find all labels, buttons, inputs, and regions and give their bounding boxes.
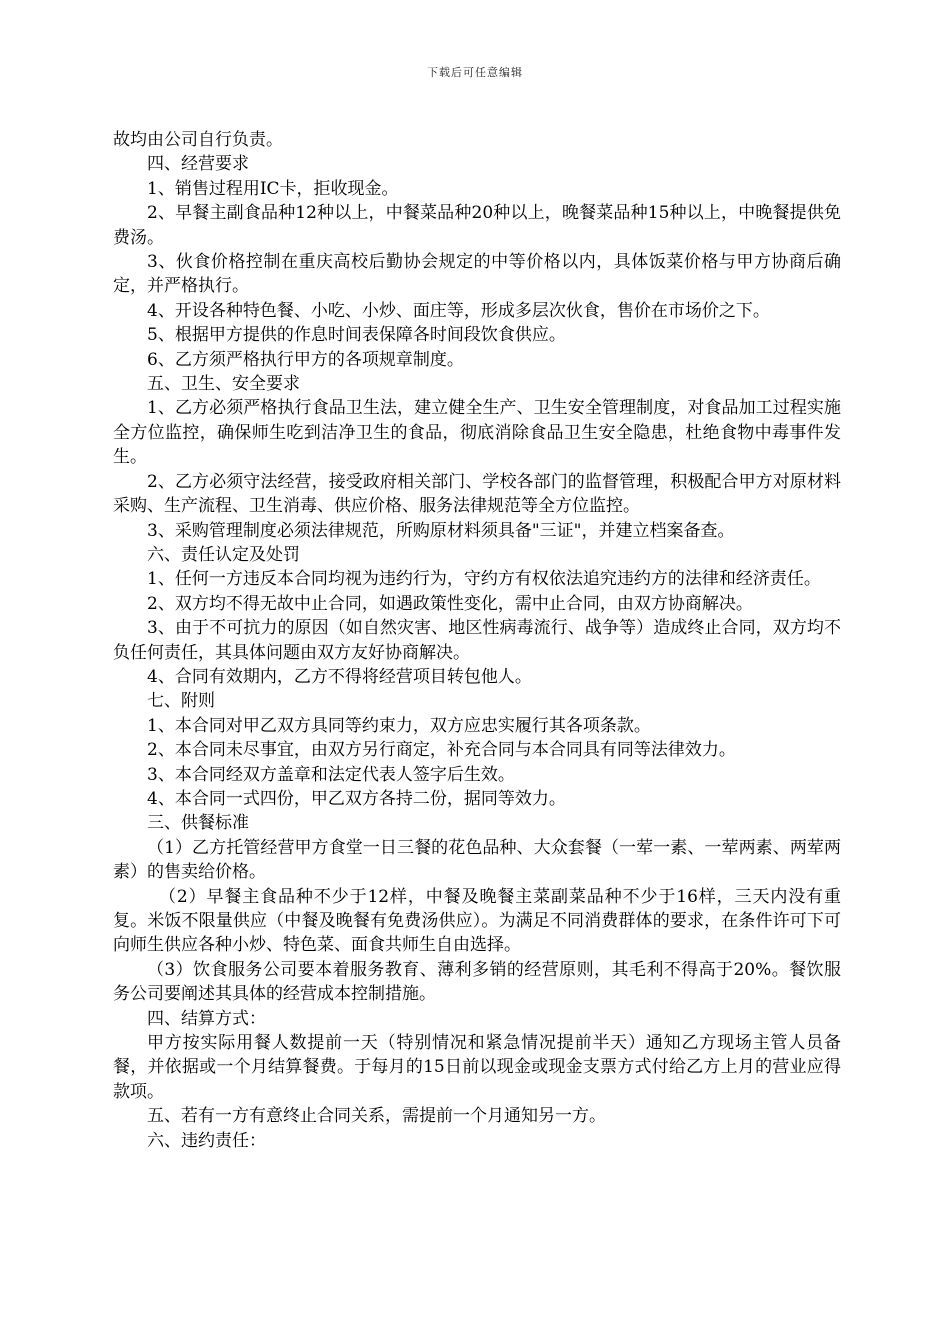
- section-heading: 四、结算方式：: [147, 1008, 266, 1029]
- document-body: [113, 128, 841, 1153]
- paragraph: 故均由公司自行负责。: [113, 130, 283, 150]
- paragraph: 4、开设各种特色餐、小吃、小炒、面庄等，形成多层次伙食，售价在市场价之下。: [147, 300, 770, 321]
- paragraph: 6、乙方须严格执行甲方的各项规章制度。: [147, 349, 464, 370]
- paragraph: 3、由于不可抗力的原因（如自然灾害、地区性病毒流行、战争等）造成终止合同，双方均不负任何责任，其具体问题由双方友好协商解决。: [113, 618, 841, 663]
- paragraph: （1）乙方托管经营甲方食堂一日三餐的花色品种、大众套餐（一荤一素、一荤两素、两荤两素）的售卖给价格。: [113, 837, 841, 883]
- paragraph: 3、本合同经双方盖章和法定代表人签字后生效。: [147, 764, 515, 785]
- paragraph: 1、本合同对甲乙双方具同等约束力，双方应忠实履行其各项条款。: [147, 715, 651, 736]
- section-heading: 七、附则: [147, 691, 215, 712]
- paragraph: 4、本合同一式四份，甲乙双方各持二份，据同等效力。: [147, 788, 566, 809]
- paragraph: 1、销售过程用IC卡，拒收现金。: [147, 178, 399, 199]
- paragraph: 3、伙食价格控制在重庆高校后勤协会规定的中等价格以内，具体饭菜价格与甲方协商后确定，并严格执行。: [113, 252, 841, 297]
- section-heading: 五、卫生、安全要求: [147, 374, 300, 395]
- section-heading: 三、供餐标准: [147, 813, 249, 834]
- paragraph: 3、采购管理制度必须法律规范，所购原材料须具备"三证"，并建立档案备查。: [147, 520, 735, 541]
- paragraph: 2、双方均不得无故中止合同，如遇政策性变化，需中止合同，由双方协商解决。: [147, 593, 753, 614]
- page-header: 下载后可任意编辑: [427, 66, 523, 79]
- paragraph: 2、本合同未尽事宜，由双方另行商定，补充合同与本合同具有同等法律效力。: [147, 740, 736, 761]
- paragraph: 1、任何一方违反本合同均视为违约行为，守约方有权依法追究违约方的法律和经济责任。: [147, 569, 821, 590]
- paragraph: 甲方按实际用餐人数提前一天（特别情况和紧急情况提前半天）通知乙方现场主管人员备餐，并依据或一个月结算餐费。于每月的15日前以现金或现金支票方式付给乙方上月的营业应得款项。: [113, 1033, 841, 1102]
- paragraph: （3）饮食服务公司要本着服务教育、薄利多销的经营原则，其毛利不得高于20%。餐饮服务公司要阐述其具体的经营成本控制措施。: [113, 959, 841, 1005]
- section-heading: 六、违约责任：: [147, 1130, 266, 1151]
- paragraph: 2、乙方必须守法经营，接受政府相关部门、学校各部门的监督管理，积极配合甲方对原材料采购、生产流程、卫生消毒、供应价格、服务法律规范等全方位监控。: [113, 471, 841, 517]
- paragraph: 4、合同有效期内，乙方不得将经营项目转包他人。: [147, 666, 532, 687]
- paragraph: （2）早餐主食品种不少于12样，中餐及晚餐主菜副菜品种不少于16样，三天内没有重复。米饭不限量供应（中餐及晚餐有免费汤供应）。为满足不同消费群体的要求，在条件许可下可向师生供应各种小炒、特色菜、面食共师生自由选择。: [113, 886, 841, 956]
- paragraph: 1、乙方必须严格执行食品卫生法，建立健全生产、卫生安全管理制度，对食品加工过程实施全方位监控，确保师生吃到洁净卫生的食品，彻底消除食品卫生安全隐患，杜绝食物中毒事件发生。: [113, 398, 841, 468]
- section-heading: 六、责任认定及处罚: [147, 544, 300, 565]
- paragraph: 2、早餐主副食品种12种以上，中餐菜品种20种以上，晚餐菜品种15种以上，中晚餐提供免费汤。: [113, 203, 841, 248]
- section-heading: 四、经营要求: [147, 154, 249, 175]
- paragraph: 五、若有一方有意终止合同关系，需提前一个月通知另一方。: [147, 1106, 606, 1127]
- paragraph: 5、根据甲方提供的作息时间表保障各时间段饮食供应。: [147, 325, 566, 346]
